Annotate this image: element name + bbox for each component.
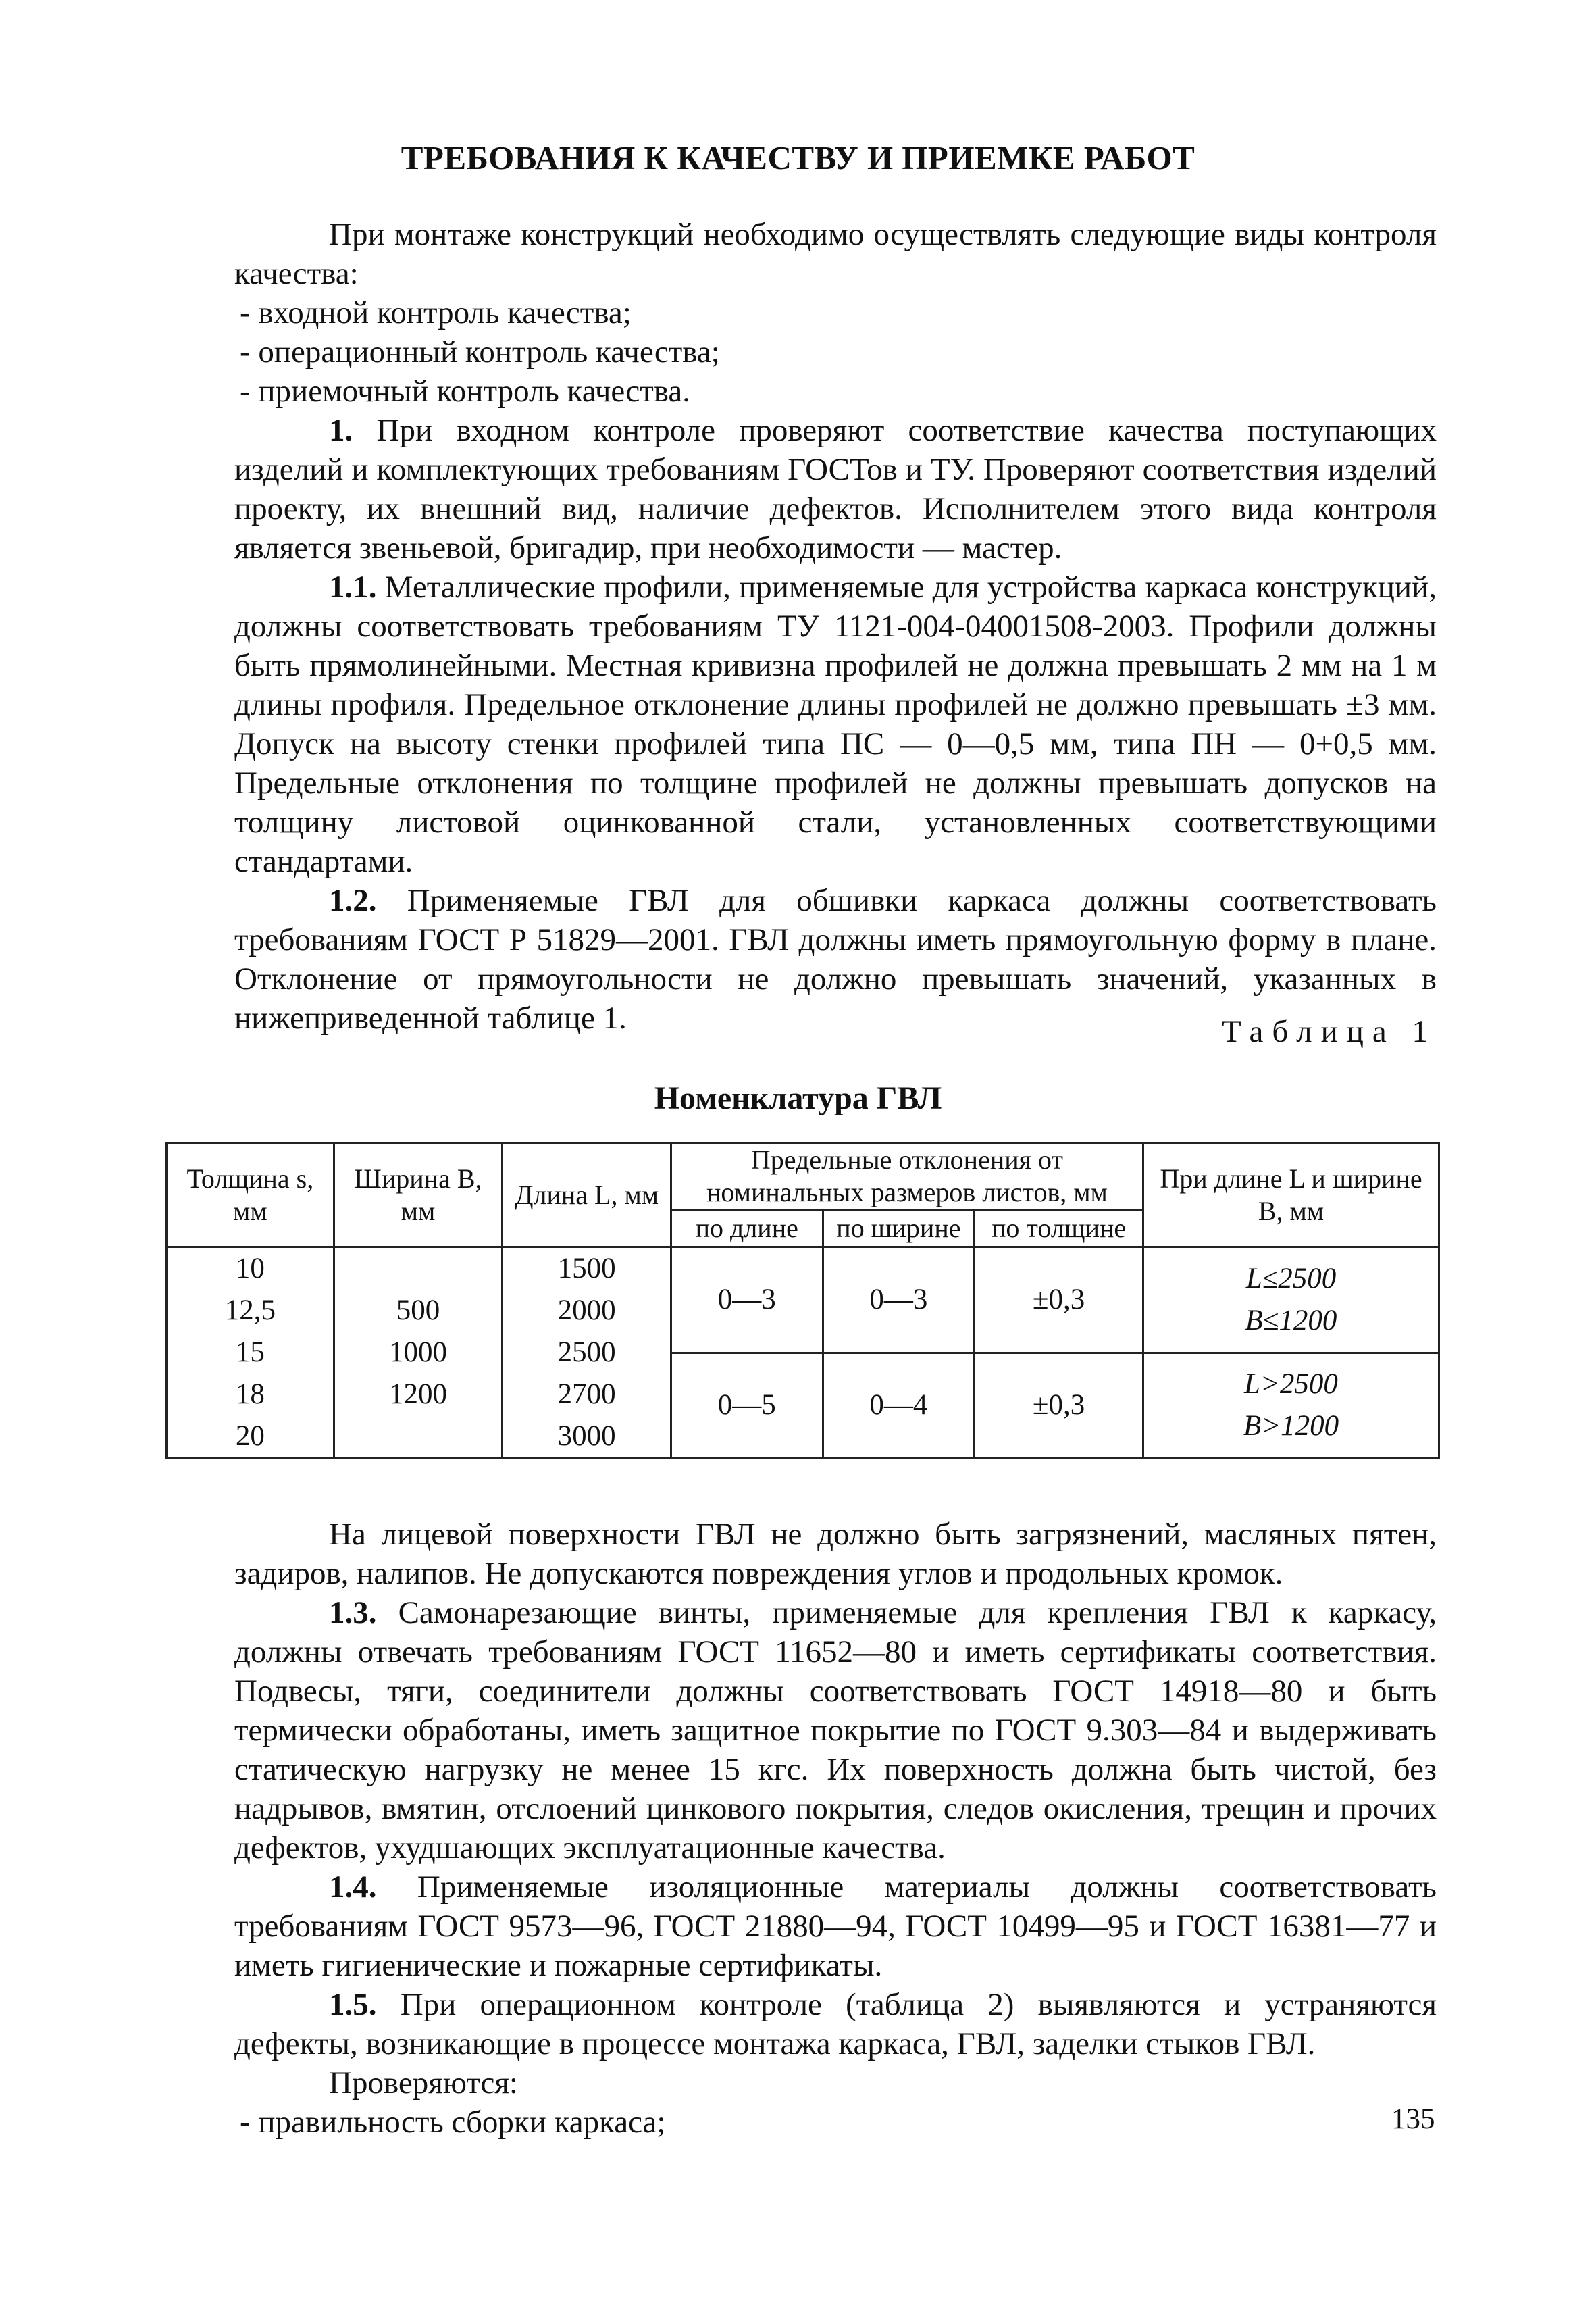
header-length: Длина L, мм [503,1143,671,1247]
width-cell [334,1247,503,1459]
section-1-4-number: 1.4. [329,1869,377,1905]
intro-paragraph: При монтаже конструкций необходимо осуществлять следующие виды контроля качества: [234,217,1437,291]
length-value: 2700 [557,1378,616,1410]
section-1-number: 1. [329,413,353,448]
width-value: 1200 [389,1378,448,1410]
length-value: 2000 [557,1294,616,1326]
condition-width-1: B≤1200 [1245,1304,1337,1336]
page-title: ТРЕБОВАНИЯ К КАЧЕСТВУ И ПРИЕМКЕ РАБОТ [401,139,1195,176]
condition-cell-2 [1143,1353,1439,1459]
length-value: 3000 [557,1420,616,1452]
header-deviations: Предельные отклонения от номинальных размеров листов, мм [671,1143,1143,1210]
condition-width-2: B>1200 [1243,1410,1339,1442]
condition-cell-1 [1143,1247,1439,1353]
section-1-1-paragraph [234,568,1437,881]
table-caption: Таблица 1 [1221,1014,1437,1049]
section-1-1-text: Металлические профили, применяемые для устройства каркаса конструкций, должны соответствовать требованиям ТУ 1121-004-04001508-2003. Профили должны быть прямолинейными. Местная кривизна профилей не должна превышать 2 мм на 1 м длины профиля. Предельное отклонение длины профилей не должно превышать ±3 мм. Допуск на высоту стенки профилей типа ПС — 0—0,5 мм, типа ПН — 0+0,5 мм. Предельные отклонения по толщине профилей не должны превышать допусков на толщину листовой оцинкованной стали, установленных соответствующими стандартами. [234,570,1437,879]
header-by-thickness: по толщине [975,1210,1143,1247]
width-value: 500 [396,1294,440,1326]
lower-block [234,1515,1437,2142]
section-1-4-text: Применяемые изоляционные материалы должны соответствовать требованиям ГОСТ 9573—96, ГОСТ 21880—94, ГОСТ 10499—95 и ГОСТ 16381—77 и иметь гигиенические и пожарные сертификаты. [234,1869,1437,1983]
header-by-width: по ширине [823,1210,975,1247]
header-by-length: по длине [671,1210,823,1247]
after-table-paragraph: На лицевой поверхности ГВЛ не должно быть загрязнений, масляных пятен, задиров, налипов. Не допускаются повреждения углов и продольных кромок. [234,1517,1437,1591]
section-1-1-number: 1.1. [329,570,377,605]
page-number: 135 [1391,2103,1435,2135]
dev-length-2: 0—5 [671,1353,823,1459]
dev-thickness-2: ±0,3 [975,1353,1143,1459]
section-1-5-number: 1.5. [329,1987,377,2022]
thickness-value: 10 [235,1253,265,1284]
thickness-value: 15 [235,1336,265,1368]
header-condition: При длине L и ширине B, мм [1143,1143,1439,1247]
section-1-5-paragraph [234,1985,1437,2063]
list-item: - операционный контроль качества; [240,334,720,370]
dev-width-1: 0—3 [823,1247,975,1353]
section-1-3-paragraph [234,1593,1437,1867]
section-1-3-text: Самонарезающие винты, применяемые для крепления ГВЛ к каркасу, должны отвечать требованиям ГОСТ 11652—80 и иметь сертификаты соответствия. Подвесы, тяги, соединители должны соответствовать ГОСТ 14918—80 и быть термически обработаны, иметь защитное покрытие по ГОСТ 9.303—84 и выдерживать статическую нагрузку не менее 15 кгс. Их поверхность должна быть чистой, без надрывов, вмятин, отслоений цинкового покрытия, следов окисления, трещин и прочих дефектов, ухудшающих эксплуатационные качества. [234,1595,1437,1865]
thickness-value: 20 [235,1420,265,1452]
length-value: 1500 [557,1253,616,1284]
section-1-text: При входном контроле проверяют соответствие качества поступающих изделий и комплектующих требованиям ГОСТов и ТУ. Проверяют соответствия изделий проекту, их внешний вид, наличие дефектов. Исполнителем этого вида контроля является звеньевой, бригадир, при необходимости — мастер. [234,413,1437,565]
section-1-2-number: 1.2. [329,883,377,918]
checked-label: Проверяются: [329,2065,518,2101]
width-value: 1000 [389,1336,448,1368]
thickness-value: 12,5 [224,1294,276,1326]
list-item: - правильность сборки каркаса; [240,2105,666,2140]
list-item: - приемочный контроль качества. [240,374,690,409]
length-cell [503,1247,671,1459]
list-item: - входной контроль качества; [240,295,632,330]
length-value: 2500 [557,1336,616,1368]
header-thickness: Толщина s, мм [167,1143,334,1247]
dev-width-2: 0—4 [823,1353,975,1459]
table-title: Номенклатура ГВЛ [654,1080,942,1116]
intro-block [234,215,1437,1038]
section-1-paragraph [234,411,1437,568]
dev-length-1: 0—3 [671,1247,823,1353]
section-1-2-text: Применяемые ГВЛ для обшивки каркаса должны соответствовать требованиям ГОСТ Р 51829—2001. ГВЛ должны иметь прямоугольную форму в плане. Отклонение от прямоугольности не должно превышать значений, указанных в нижеприведенной таблице 1. [234,883,1437,1036]
thickness-cell [167,1247,334,1459]
section-1-3-number: 1.3. [329,1595,377,1630]
condition-length-2: L>2500 [1244,1368,1338,1401]
section-1-5-text: При операционном контроле (таблица 2) выявляются и устраняются дефекты, возникающие в процессе монтажа каркаса, ГВЛ, заделки стыков ГВЛ. [234,1987,1437,2061]
header-width: Ширина B, мм [334,1143,503,1247]
gvl-nomenclature-table [165,1142,1440,1459]
dev-thickness-1: ±0,3 [975,1247,1143,1353]
thickness-value: 18 [235,1378,265,1410]
section-1-4-paragraph [234,1867,1437,1985]
condition-length-1: L≤2500 [1245,1262,1337,1294]
